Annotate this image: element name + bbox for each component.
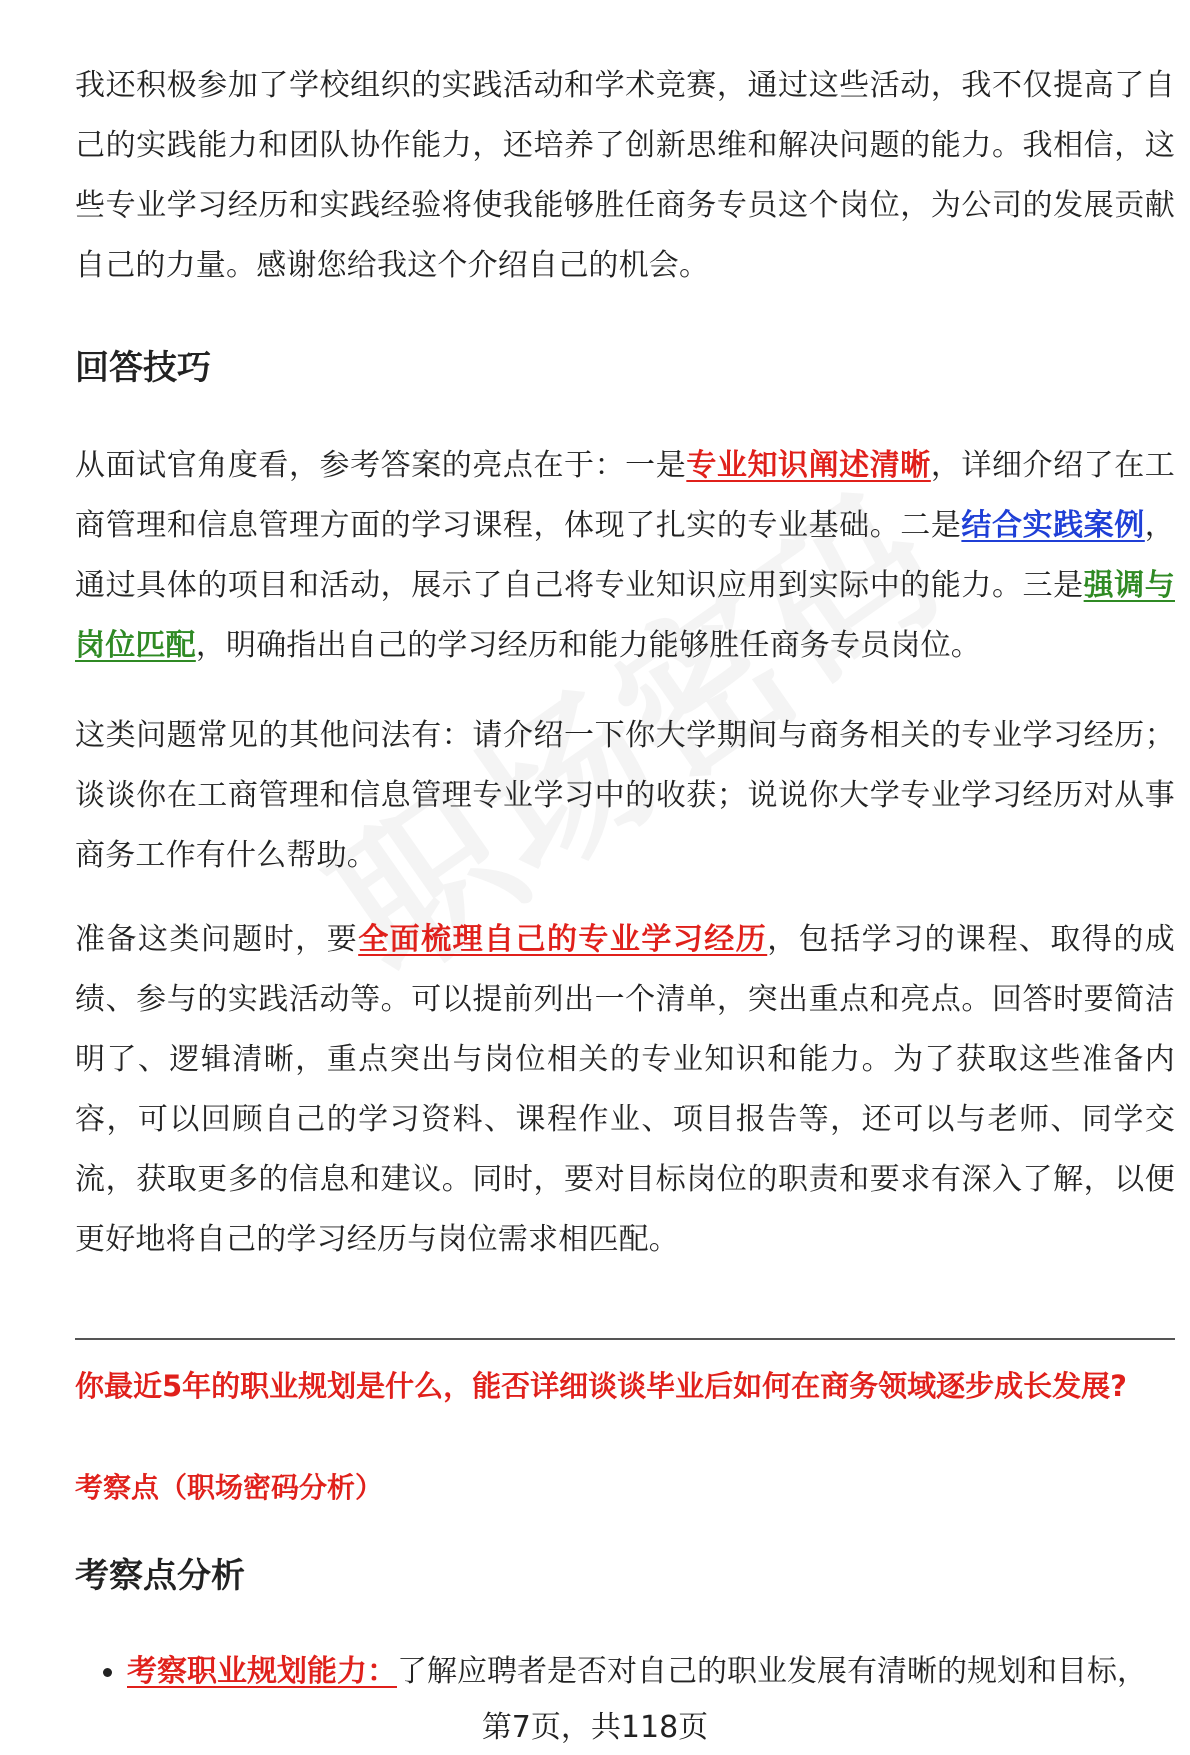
tips-p1-text-c: ，通过具体的项目和活动，展示了自己将专业知识应用到实际中的能力。三是 [75,508,1175,603]
section-divider [75,1338,1175,1340]
intro-paragraph: 我还积极参加了学校组织的实践活动和学术竞赛，通过这些活动，我不仅提高了自己的实践能力和团队协作能力，还培养了创新思维和解决问题的能力。我相信，这些专业学习经历和实践经验将使我能够胜任商务专员这个岗位，为公司的发展贡献自己的力量。感谢您给我这个介绍自己的机会。 [75,68,1175,283]
inspection-subhead: 考察点（职场密码分析） [75,1471,384,1504]
list-item [75,1648,1175,1696]
tips-p1-text-a: 从面试官角度看，参考答案的亮点在于：一是 [75,448,687,483]
tips-p1-text-d: ，明确指出自己的学习经历和能力能够胜任商务专员岗位。 [195,628,982,663]
bullet-text: 了解应聘者是否对自己的职业发展有清晰的规划和目标， [397,1654,1147,1689]
highlight-professional-knowledge: 专业知识阐述清晰 [686,448,931,483]
tips-p1-text-b: ，详细介绍了在工商管理和信息管理方面的学习课程，体现了扎实的专业基础。二是 [75,448,1175,543]
tips-heading: 回答技巧 [75,348,211,388]
tips-paragraph-1 [75,436,1175,676]
next-question: 你最近5年的职业规划是什么，能否详细谈谈毕业后如何在商务领域逐步成长发展? [75,1369,1128,1403]
tips-p3-text-b: ，包括学习的课程、取得的成绩、参与的实践活动等。可以提前列出一个清单，突出重点和亮点。回答时要简洁明了、逻辑清晰，重点突出与岗位相关的专业知识和能力。为了获取这些准备内容，可以回顾自己的学习资料、课程作业、项目报告等，还可以与老师、同学交流，获取更多的信息和建议。同时，要对目标岗位的职责和要求有深入了解，以便更好地将自己的学习经历与岗位需求相匹配。 [75,922,1175,1257]
tips-paragraph-3 [75,910,1175,1270]
tips-paragraph-2: 这类问题常见的其他问法有：请介绍一下你大学期间与商务相关的专业学习经历；谈谈你在工商管理和信息管理专业学习中的收获；说说你大学专业学习经历对从事商务工作有什么帮助。 [75,718,1175,873]
analysis-list [75,1648,1175,1696]
page-footer: 第7页，共118页 [481,1710,709,1745]
bullet-label: 考察职业规划能力： [127,1654,397,1689]
highlight-review-experience: 全面梳理自己的专业学习经历 [358,922,768,957]
highlight-practice-cases: 结合实践案例 [961,508,1145,543]
bullet-dot-icon [103,1668,112,1677]
analysis-heading: 考察点分析 [75,1556,245,1596]
highlight-position-match: 强调与岗位匹配 [75,568,1175,663]
tips-p3-text-a: 准备这类问题时，要 [75,922,359,957]
